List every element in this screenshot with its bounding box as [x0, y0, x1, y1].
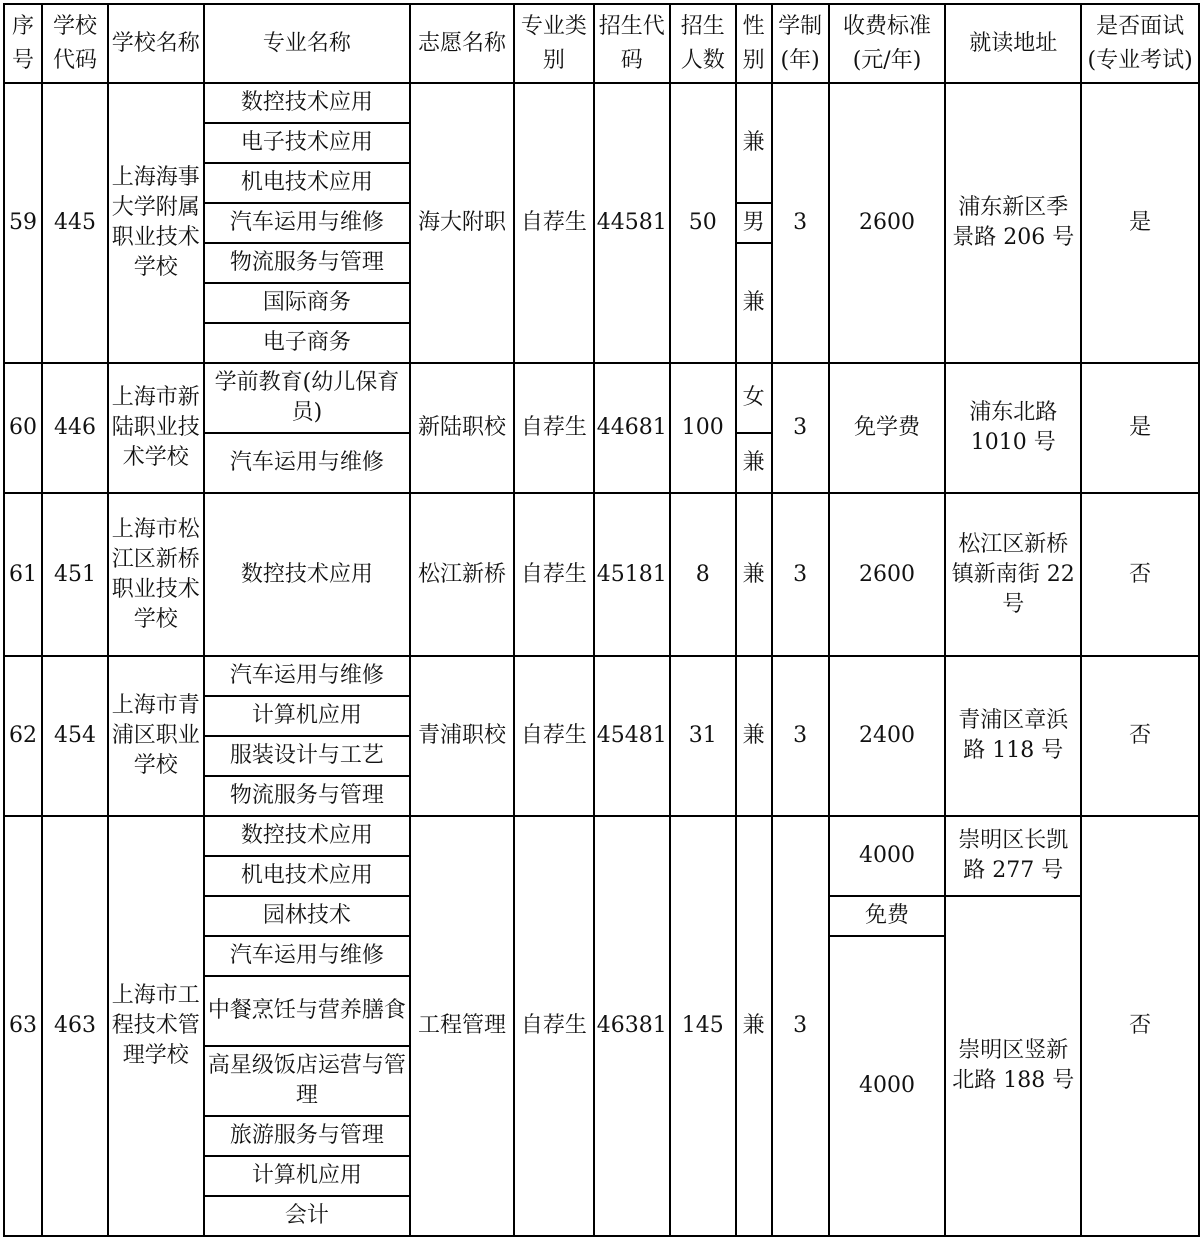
major-cell: 数控技术应用 [204, 83, 410, 123]
header-major: 专业名称 [204, 4, 410, 83]
header-row [4, 4, 1199, 83]
enroll-code-cell: 45181 [594, 493, 670, 656]
seq-cell: 59 [4, 83, 42, 363]
major-cell: 物流服务与管理 [204, 243, 410, 283]
school-code-cell: 445 [42, 83, 108, 363]
enroll-code-cell: 46381 [594, 816, 670, 1236]
volunteer-cell: 松江新桥 [410, 493, 514, 656]
header-fee: 收费标准(元/年) [829, 4, 946, 83]
major-cell: 汽车运用与维修 [204, 433, 410, 493]
address-cell: 浦东北路 1010 号 [945, 363, 1081, 493]
gender-cell: 男 [736, 203, 772, 243]
interview-cell: 否 [1081, 816, 1199, 1236]
school-code-cell: 463 [42, 816, 108, 1236]
address-cell: 崇明区竖新北路 188 号 [945, 896, 1081, 1236]
table-row [4, 493, 1199, 656]
major-cell: 物流服务与管理 [204, 776, 410, 816]
school-name-cell: 上海市新陆职业技术学校 [108, 363, 204, 493]
header-seq: 序号 [4, 4, 42, 83]
duration-cell: 3 [772, 816, 829, 1236]
major-cell: 电子商务 [204, 323, 410, 363]
table-row [4, 656, 1199, 696]
header-enroll-count: 招生人数 [670, 4, 736, 83]
fee-cell: 免费 [829, 896, 946, 936]
table-row [4, 816, 1199, 856]
major-cell: 汽车运用与维修 [204, 656, 410, 696]
address-cell: 崇明区长凯路 277 号 [945, 816, 1081, 896]
category-cell: 自荐生 [514, 493, 594, 656]
school-name-cell: 上海市工程技术管理学校 [108, 816, 204, 1236]
fee-cell: 2400 [829, 656, 946, 816]
school-code-cell: 446 [42, 363, 108, 493]
header-interview: 是否面试(专业考试) [1081, 4, 1199, 83]
table-row [4, 83, 1199, 123]
duration-cell: 3 [772, 656, 829, 816]
category-cell: 自荐生 [514, 656, 594, 816]
gender-cell: 兼 [736, 433, 772, 493]
fee-cell: 4000 [829, 816, 946, 896]
gender-cell: 女 [736, 363, 772, 433]
school-name-cell: 上海市松江区新桥职业技术学校 [108, 493, 204, 656]
enroll-count-cell: 145 [670, 816, 736, 1236]
header-school-code: 学校代码 [42, 4, 108, 83]
major-cell: 旅游服务与管理 [204, 1116, 410, 1156]
interview-cell: 是 [1081, 83, 1199, 363]
seq-cell: 63 [4, 816, 42, 1236]
major-cell: 会计 [204, 1196, 410, 1236]
major-cell: 汽车运用与维修 [204, 203, 410, 243]
major-cell: 数控技术应用 [204, 816, 410, 856]
header-address: 就读地址 [945, 4, 1081, 83]
major-cell: 计算机应用 [204, 696, 410, 736]
interview-cell: 否 [1081, 493, 1199, 656]
header-enroll-code: 招生代码 [594, 4, 670, 83]
school-name-cell: 上海海事大学附属职业技术学校 [108, 83, 204, 363]
enroll-code-cell: 44681 [594, 363, 670, 493]
school-code-cell: 451 [42, 493, 108, 656]
gender-cell: 兼 [736, 83, 772, 203]
enroll-code-cell: 44581 [594, 83, 670, 363]
major-cell: 数控技术应用 [204, 493, 410, 656]
admission-table [3, 3, 1200, 1237]
gender-cell: 兼 [736, 493, 772, 656]
major-cell: 服装设计与工艺 [204, 736, 410, 776]
major-cell: 学前教育(幼儿保育员) [204, 363, 410, 433]
major-cell: 高星级饭店运营与管理 [204, 1046, 410, 1116]
enroll-count-cell: 31 [670, 656, 736, 816]
enroll-count-cell: 100 [670, 363, 736, 493]
table-row [4, 363, 1199, 433]
interview-cell: 否 [1081, 656, 1199, 816]
school-code-cell: 454 [42, 656, 108, 816]
seq-cell: 60 [4, 363, 42, 493]
seq-cell: 61 [4, 493, 42, 656]
volunteer-cell: 海大附职 [410, 83, 514, 363]
interview-cell: 是 [1081, 363, 1199, 493]
fee-cell: 免学费 [829, 363, 946, 493]
major-cell: 汽车运用与维修 [204, 936, 410, 976]
enroll-code-cell: 45481 [594, 656, 670, 816]
fee-cell: 2600 [829, 83, 946, 363]
school-name-cell: 上海市青浦区职业学校 [108, 656, 204, 816]
enroll-count-cell: 50 [670, 83, 736, 363]
header-category: 专业类别 [514, 4, 594, 83]
volunteer-cell: 青浦职校 [410, 656, 514, 816]
fee-cell: 4000 [829, 936, 946, 1236]
duration-cell: 3 [772, 83, 829, 363]
major-cell: 计算机应用 [204, 1156, 410, 1196]
gender-cell: 兼 [736, 243, 772, 363]
major-cell: 国际商务 [204, 283, 410, 323]
volunteer-cell: 工程管理 [410, 816, 514, 1236]
header-volunteer: 志愿名称 [410, 4, 514, 83]
major-cell: 园林技术 [204, 896, 410, 936]
duration-cell: 3 [772, 493, 829, 656]
volunteer-cell: 新陆职校 [410, 363, 514, 493]
gender-cell: 兼 [736, 656, 772, 816]
category-cell: 自荐生 [514, 363, 594, 493]
enroll-count-cell: 8 [670, 493, 736, 656]
address-cell: 青浦区章浜路 118 号 [945, 656, 1081, 816]
address-cell: 松江区新桥镇新南街 22 号 [945, 493, 1081, 656]
header-gender: 性别 [736, 4, 772, 83]
major-cell: 机电技术应用 [204, 856, 410, 896]
category-cell: 自荐生 [514, 83, 594, 363]
duration-cell: 3 [772, 363, 829, 493]
major-cell: 电子技术应用 [204, 123, 410, 163]
seq-cell: 62 [4, 656, 42, 816]
header-school-name: 学校名称 [108, 4, 204, 83]
address-cell: 浦东新区季景路 206 号 [945, 83, 1081, 363]
header-duration: 学制(年) [772, 4, 829, 83]
category-cell: 自荐生 [514, 816, 594, 1236]
gender-cell: 兼 [736, 816, 772, 1236]
major-cell: 机电技术应用 [204, 163, 410, 203]
major-cell: 中餐烹饪与营养膳食 [204, 976, 410, 1046]
fee-cell: 2600 [829, 493, 946, 656]
